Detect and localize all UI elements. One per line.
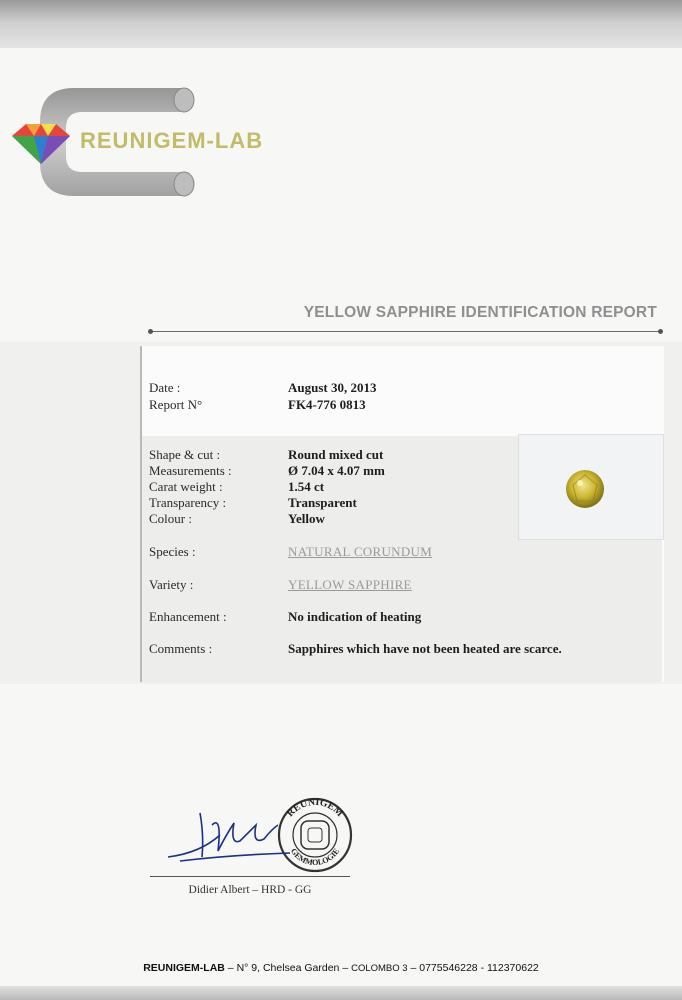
footer-city: COLOMBO 3 — [351, 963, 408, 974]
footer-street: – N° 9, Chelsea Garden – — [224, 962, 352, 974]
measurements-value: Ø 7.04 x 4.07 mm — [288, 463, 385, 478]
signature-and-seal — [160, 795, 360, 885]
date-label: Date : — [149, 380, 181, 395]
gem-photo — [518, 434, 664, 540]
comments-value: Sapphires which have not been heated are scarce. — [288, 641, 562, 656]
svg-text:GEMMOLOGIE: GEMMOLOGIE — [288, 846, 342, 868]
carat-value: 1.54 ct — [288, 479, 325, 494]
svg-text:REUNIGEM: REUNIGEM — [284, 796, 346, 820]
measurements-label: Measurements : — [149, 463, 232, 478]
colour-value: Yellow — [288, 511, 325, 526]
reunigem-seal-icon — [279, 797, 351, 871]
shape-value: Round mixed cut — [288, 447, 384, 462]
enhancement-value: No indication of heating — [288, 609, 422, 624]
species-value: NATURAL CORUNDUM — [288, 544, 433, 559]
comments-label: Comments : — [149, 641, 213, 656]
species-label: Species : — [149, 544, 196, 559]
variety-value: YELLOW SAPPHIRE — [288, 577, 412, 592]
rule-dot-right — [658, 329, 663, 334]
report-number-value: FK4-776 0813 — [288, 397, 366, 412]
variety-label: Variety : — [149, 577, 194, 592]
enhancement-label: Enhancement : — [149, 609, 227, 624]
lab-name: REUNIGEM-LAB — [80, 128, 264, 153]
rule-dot-left — [148, 329, 153, 334]
date-value: August 30, 2013 — [288, 380, 377, 395]
transparency-value: Transparent — [288, 495, 357, 510]
transparency-label: Transparency : — [149, 495, 227, 510]
footer-address — [0, 962, 682, 974]
colour-label: Colour : — [149, 511, 192, 526]
shape-label: Shape & cut : — [149, 447, 221, 462]
signature-line — [150, 876, 350, 877]
title-rule — [150, 331, 660, 332]
handwritten-signature — [168, 813, 290, 861]
footer-phones: – 0775546228 - 112370622 — [407, 962, 539, 974]
report-title: YELLOW SAPPHIRE IDENTIFICATION REPORT — [303, 304, 657, 321]
yellow-sapphire-gem — [519, 435, 663, 539]
report-number-label: Report N° — [149, 397, 203, 412]
footer-lab-name: REUNIGEM-LAB — [143, 962, 225, 974]
signer-name: Didier Albert – HRD - GG — [188, 884, 312, 896]
page-top-band — [0, 0, 682, 50]
page-bottom-band — [0, 986, 682, 1000]
carat-label: Carat weight : — [149, 479, 223, 494]
